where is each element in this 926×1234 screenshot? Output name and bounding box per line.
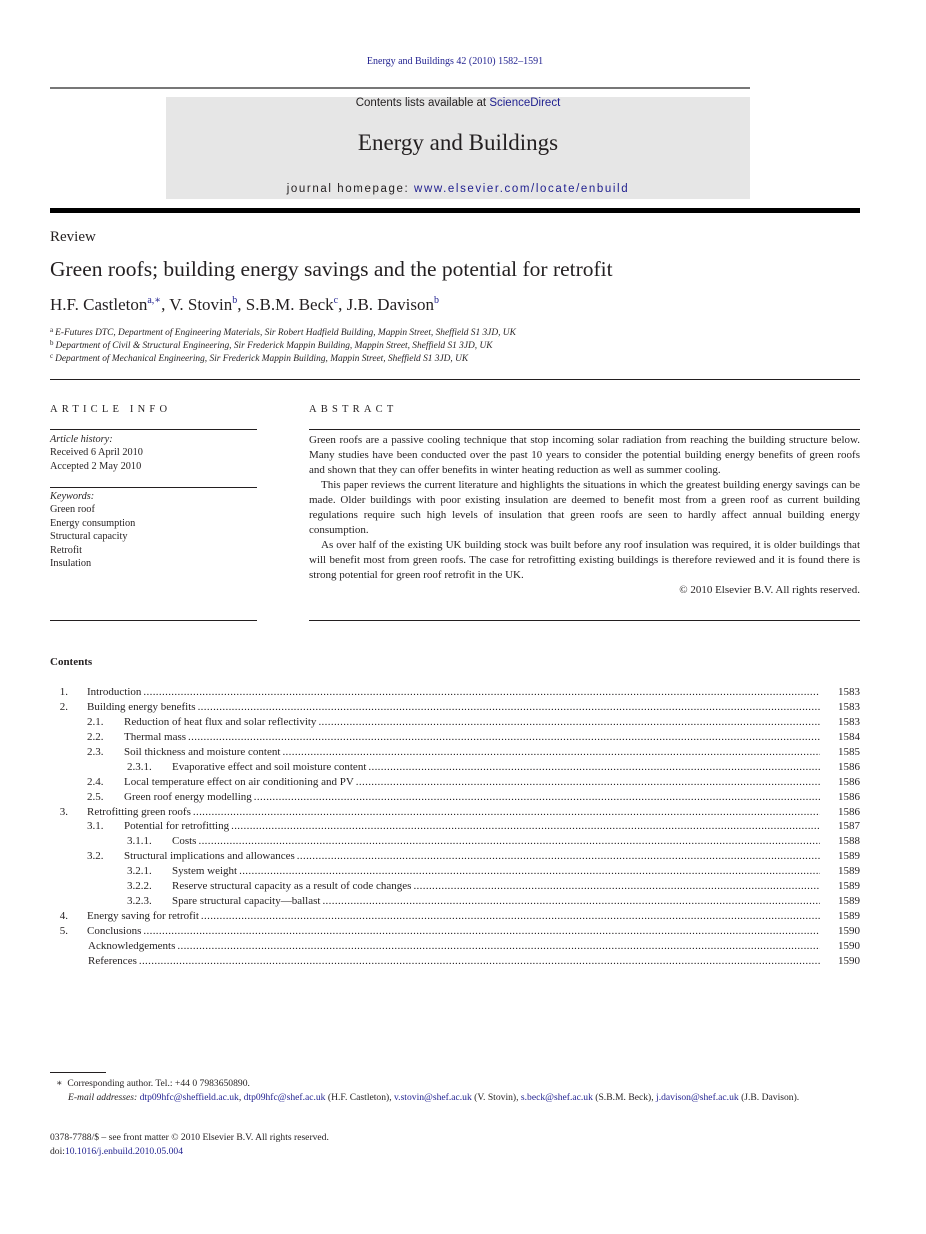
toc-entry[interactable] [50, 730, 860, 745]
email-owner: (H.F. Castleton), [325, 1091, 394, 1103]
footnotes [50, 1077, 860, 1104]
dot-leader [413, 879, 820, 894]
toc-page: 1589 [838, 865, 860, 878]
author-sup[interactable]: a,∗ [147, 295, 162, 306]
toc-entry[interactable] [50, 909, 860, 924]
divider [50, 620, 257, 621]
toc-label[interactable]: Thermal mass [124, 730, 187, 743]
dot-leader [297, 849, 820, 864]
affiliation-mark: c [50, 352, 54, 360]
journal-homepage [166, 183, 750, 195]
contents-availability [166, 97, 750, 109]
toc-label[interactable]: Introduction [87, 686, 142, 698]
dot-leader [254, 790, 820, 805]
toc-entry[interactable] [50, 745, 860, 760]
keyword: Retrofit [50, 544, 83, 556]
toc-number: 2.5. [87, 790, 104, 803]
toc-label[interactable]: Acknowledgements [88, 939, 176, 952]
toc-number: 2.2. [87, 730, 104, 743]
toc-page: 1586 [838, 790, 860, 803]
toc-page: 1583 [838, 700, 860, 713]
footnote-rule [50, 1072, 106, 1073]
toc-entry[interactable] [50, 805, 860, 820]
email-addresses [50, 1091, 860, 1105]
email-owner: (S.B.M. Beck), [592, 1091, 657, 1103]
affiliation-mark: b [50, 339, 54, 347]
toc-number: 3.2.2. [127, 880, 152, 893]
running-header[interactable]: Energy and Buildings 42 (2010) 1582–1591 [366, 56, 544, 67]
table-of-contents [50, 685, 860, 969]
email-label: E-mail addresses: [68, 1091, 138, 1103]
toc-label[interactable]: References [88, 954, 137, 967]
toc-page: 1589 [838, 850, 860, 863]
toc-page: 1589 [838, 880, 860, 893]
dot-leader [282, 745, 820, 760]
front-matter: 0378-7788/$ – see front matter © 2010 Elsevier B.V. All rights reserved. [50, 1132, 329, 1143]
toc-page: 1585 [838, 745, 860, 758]
doi-prefix: doi: [50, 1146, 65, 1157]
toc-label[interactable]: Structural implications and allowances [124, 850, 295, 863]
divider [50, 379, 860, 380]
keyword: Structural capacity [50, 531, 128, 543]
toc-label[interactable]: Retrofitting green roofs [87, 805, 191, 818]
dot-leader [139, 954, 820, 969]
article-title: Green roofs; building energy savings and the potential for retrofit [50, 257, 613, 281]
toc-number: 3.2.1. [127, 865, 152, 878]
accepted-date: Accepted 2 May 2010 [50, 460, 142, 472]
toc-page: 1587 [838, 820, 860, 833]
toc-page: 1590 [838, 954, 860, 967]
toc-label[interactable]: System weight [172, 865, 238, 878]
divider-thick [50, 208, 860, 213]
toc-label[interactable]: Costs [172, 835, 197, 848]
toc-entry[interactable] [50, 894, 860, 909]
email-link[interactable]: j.davison@shef.ac.uk [656, 1091, 739, 1103]
author-sup[interactable]: b [232, 295, 238, 306]
toc-entry[interactable] [50, 879, 860, 894]
toc-entry[interactable] [50, 849, 860, 864]
dot-leader [198, 700, 820, 715]
toc-number: 3.2. [87, 850, 104, 863]
contents-heading: Contents [50, 656, 93, 668]
toc-entry[interactable] [50, 685, 860, 700]
author: V. Stovin [169, 295, 233, 314]
toc-label[interactable]: Green roof energy modelling [124, 790, 252, 803]
toc-label[interactable]: Evaporative effect and soil moisture content [172, 760, 367, 773]
journal-banner [166, 97, 750, 199]
author: J.B. Davison [346, 295, 434, 314]
author-sup[interactable]: b [433, 295, 439, 306]
toc-number: 2.1. [87, 715, 104, 728]
toc-page: 1590 [838, 939, 860, 952]
affiliation-text: E-Futures DTC, Department of Engineering Materials, Sir Robert Hadfield Building, Mappin Street, Sheffield S1 3JD, UK [55, 328, 516, 338]
contents-prefix: Contents lists available at [355, 97, 490, 109]
toc-label[interactable]: Local temperature effect on air conditioning and PV [124, 775, 354, 788]
toc-entry[interactable] [50, 939, 860, 954]
toc-entry[interactable] [50, 954, 860, 969]
divider [309, 429, 860, 430]
keywords-label: Keywords: [50, 491, 95, 502]
toc-entry[interactable] [50, 700, 860, 715]
keyword: Green roof [50, 504, 95, 516]
toc-label[interactable]: Potential for retrofitting [124, 820, 230, 833]
author: H.F. Castleton [50, 295, 148, 314]
dot-leader [356, 775, 820, 790]
corresponding-author: Corresponding author. Tel.: +44 0 7983650890. [67, 1078, 250, 1089]
received-date: Received 6 April 2010 [50, 447, 143, 459]
toc-label[interactable]: Reserve structural capacity as a result of code changes [172, 880, 412, 893]
abstract-heading: ABSTRACT [309, 404, 398, 415]
dot-leader [368, 760, 820, 775]
toc-number: 2.3.1. [127, 760, 152, 773]
toc-page: 1588 [838, 835, 860, 848]
toc-page: 1583 [838, 715, 860, 728]
footnote-star: ∗ [56, 1078, 63, 1089]
email-link[interactable]: v.stovin@shef.ac.uk [394, 1091, 472, 1103]
email-link[interactable]: dtp09hfc@sheffield.ac.uk [139, 1091, 239, 1103]
affiliation [50, 326, 516, 338]
divider [50, 87, 750, 89]
toc-entry[interactable] [50, 834, 860, 849]
toc-number: 2. [59, 700, 68, 713]
affiliation-text: Department of Mechanical Engineering, Sir Frederick Mappin Building, Mappin Street, Sheffield S1 3JD, UK [55, 354, 469, 364]
toc-label[interactable]: Building energy benefits [87, 700, 196, 713]
toc-page: 1586 [838, 760, 860, 773]
affiliation [50, 339, 493, 351]
toc-page: 1590 [838, 925, 860, 937]
toc-number: 5. [59, 925, 68, 937]
dot-leader [322, 894, 820, 909]
keyword: Energy consumption [50, 517, 136, 529]
affiliation-mark: a [50, 326, 54, 334]
toc-number: 2.4. [87, 775, 104, 788]
keywords [50, 490, 135, 570]
email-link[interactable]: dtp09hfc@shef.ac.uk [243, 1091, 326, 1103]
email-owner: , [238, 1091, 244, 1103]
toc-page: 1586 [838, 775, 860, 788]
history-label: Article history: [50, 434, 113, 445]
doi-line [50, 1145, 860, 1159]
email-owner: (V. Stovin), [471, 1091, 521, 1103]
dot-leader [198, 834, 820, 849]
email-owner: (J.B. Davison). [738, 1091, 800, 1103]
toc-number: 1. [59, 686, 68, 698]
toc-label[interactable]: Energy saving for retrofit [87, 910, 199, 923]
toc-label[interactable]: Soil thickness and moisture content [124, 745, 281, 758]
toc-page: 1583 [838, 686, 860, 698]
divider [50, 487, 257, 488]
author-list: H.F. Castleton$^{a,∗}$, V. Stovin$^b$, S.B.M. Beck$^c$, J.B. Davison$^b$ [50, 295, 439, 314]
affiliation [50, 352, 468, 364]
dot-leader [143, 924, 820, 939]
journal-title: Energy and Buildings [357, 130, 559, 155]
dot-leader [193, 805, 820, 820]
email-link[interactable]: s.beck@shef.ac.uk [520, 1091, 593, 1103]
toc-entry[interactable] [50, 819, 860, 834]
dot-leader [201, 909, 820, 924]
toc-label[interactable]: Spare structural capacity—ballast [172, 895, 321, 908]
toc-entry[interactable] [50, 715, 860, 730]
toc-number: 3.2.3. [127, 895, 152, 908]
toc-page: 1589 [838, 895, 860, 908]
toc-page: 1586 [838, 805, 860, 818]
toc-number: 3. [59, 805, 68, 818]
divider [50, 429, 257, 430]
dot-leader [239, 864, 820, 879]
author: S.B.M. Beck [245, 295, 334, 314]
toc-entry[interactable] [50, 760, 860, 775]
abstract-paragraph: Green roofs are a passive cooling technique that stop incoming solar radiation from reaching the building structure below. Many studies have been conducted over the past 10 years to consider the potential building energy benefits of green roofs and shown that they can offer benefits in winter heating reduction as well as summer cooling. [309, 434, 860, 476]
sciencedirect-link[interactable]: ScienceDirect [489, 97, 561, 109]
toc-page: 1589 [838, 910, 860, 923]
abstract-paragraph: This paper reviews the current literature and highlights the situations in which the greatest building energy savings can be made. Older buildings with poor existing insulation are deemed to benefit most from a green roof as current building regulations require such high levels of insulation that green roofs are seen to hardly affect annual building energy consumption. [309, 479, 860, 536]
abstract-copyright: © 2010 Elsevier B.V. All rights reserved. [679, 584, 860, 596]
article-type: Review [50, 229, 96, 245]
article-info-heading: ARTICLE INFO [50, 404, 172, 415]
divider [309, 620, 860, 621]
doi-link[interactable]: 10.1016/j.enbuild.2010.05.004 [64, 1146, 183, 1157]
keyword: Insulation [50, 558, 92, 570]
abstract-paragraph: As over half of the existing UK building stock was built before any roof insulation was required, it is older buildings that will benefit most from green roofs. The case for retrofitting existing buildings is therefore reviewed and it is found there is strong potential for green roof retrofit in the UK. [309, 539, 860, 581]
toc-entry[interactable] [50, 790, 860, 805]
homepage-link[interactable]: www.elsevier.com/locate/enbuild [414, 183, 630, 195]
toc-entry[interactable] [50, 775, 860, 790]
affiliation-text: Department of Civil & Structural Engineering, Sir Frederick Mappin Building, Mappin Street, Sheffield S1 3JD, UK [55, 341, 493, 351]
dot-leader [143, 685, 820, 700]
dot-leader [177, 939, 820, 954]
toc-number: 2.3. [87, 745, 104, 758]
dot-leader [231, 819, 820, 834]
dot-leader [318, 715, 820, 730]
abstract-body [309, 433, 860, 598]
toc-number: 4. [59, 910, 68, 923]
toc-number: 3.1. [87, 820, 104, 833]
dot-leader [188, 730, 820, 745]
toc-label[interactable]: Conclusions [87, 925, 142, 937]
toc-label[interactable]: Reduction of heat flux and solar reflectivity [124, 715, 317, 728]
article-history [50, 433, 143, 473]
toc-page: 1584 [838, 730, 860, 743]
toc-entry[interactable] [50, 864, 860, 879]
toc-number: 3.1.1. [127, 835, 152, 848]
author-sup[interactable]: c [333, 295, 339, 306]
toc-entry[interactable] [50, 924, 860, 939]
homepage-prefix: journal homepage: [286, 183, 415, 195]
